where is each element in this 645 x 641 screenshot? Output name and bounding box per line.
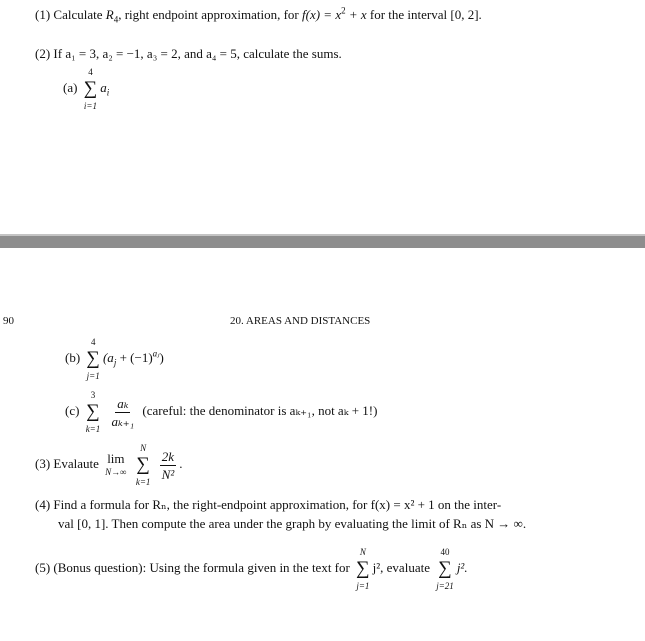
problem-4-line-1 [35,497,501,513]
problem-2 [35,46,342,62]
sum-lower: j=1 [356,581,370,591]
sum-upper: N [140,443,147,453]
fraction [160,449,177,482]
problem-number: (4) [35,497,51,512]
lim-sub: N→∞ [105,467,127,477]
sigma-symbol: ∑ [83,78,98,99]
sum-lower: j=21 [436,581,454,591]
math-function: f(x) = x [302,7,342,22]
part-b [65,336,164,382]
problem-text: , right endpoint approximation, for [118,7,299,22]
problem-number: (3) [35,455,51,471]
sum-upper: 40 [440,547,450,557]
fraction [110,396,137,429]
summation [86,336,100,382]
numerator: aₖ [117,395,129,411]
denominator: N² [161,466,175,482]
problem-text: Find a formula for Rₙ, the right-endpoint approximation, for f(x) = x² + 1 on the inter- [53,497,502,512]
denominator: aₖ₊₁ [111,413,135,429]
sum-lower: k=1 [135,477,151,487]
math-exp: 2 [341,5,346,16]
problem-number: (5) [35,559,51,575]
math-term: (a [102,349,114,365]
lim-label: lim [107,451,125,466]
note-text: (careful: the denominator is aₖ₊₁, not aₖ + 1!) [142,402,378,418]
problem-text: for the interval [0, 2]. [369,7,482,22]
problem-number: (1) [35,7,51,22]
math-paren: ) [159,349,164,365]
problem-5 [35,546,468,592]
sum-lower: k=1 [85,424,101,434]
problem-text: Evalaute [53,455,99,471]
summation [436,546,454,592]
math-term: + (−1) [116,349,153,365]
problem-number: (2) [35,46,51,61]
part-label: (c) [65,402,80,418]
problem-text: j², evaluate [372,559,430,575]
problem-text: Calculate [53,7,103,22]
problem-3 [35,442,182,488]
sigma-symbol: ∑ [356,558,370,579]
page-number: 90 [3,315,14,327]
summation [356,546,370,592]
math-var: R [105,7,114,22]
sigma-symbol: ∑ [86,348,100,369]
running-head: 20. AREAS AND DISTANCES [230,315,371,327]
part-a [63,66,109,112]
summation [84,66,98,112]
sum-upper: 4 [88,67,93,77]
sum-upper: 3 [90,390,96,400]
problem-4-line-2: val [0, 1]. Then compute the area under the graph by evaluating the limit of Rₙ as N → ∞. [58,516,527,531]
period: . [179,455,183,471]
problem-1 [35,7,482,23]
sum-lower: i=1 [83,101,97,111]
sigma-symbol: ∑ [136,454,150,475]
problem-text: (Bonus question): Using the formula given in the text for [53,559,350,575]
math-var: a [100,79,107,95]
limit-operator [105,452,126,478]
sum-upper: N [359,547,366,557]
numerator: 2k [161,448,175,464]
part-label: (b) [65,349,81,365]
math-sub: i [106,87,110,98]
part-label: (a) [63,79,78,95]
math-term: j². [456,559,468,575]
summation [86,389,101,435]
math-exp: aⱼ [152,348,160,359]
page-break-separator [0,234,645,248]
sigma-symbol: ∑ [438,558,452,579]
math-sub: 4 [113,14,119,25]
sigma-symbol: ∑ [86,401,100,422]
part-c [65,389,377,435]
math-sub: j [113,357,117,368]
summation [136,442,151,488]
sum-upper: 4 [90,337,96,347]
math-term: + x [345,7,367,22]
problem-text: If a₁ = 3, a₂ = −1, a₃ = 2, and a₄ = 5, calculate the sums. [53,46,342,61]
sum-lower: j=1 [86,371,100,381]
